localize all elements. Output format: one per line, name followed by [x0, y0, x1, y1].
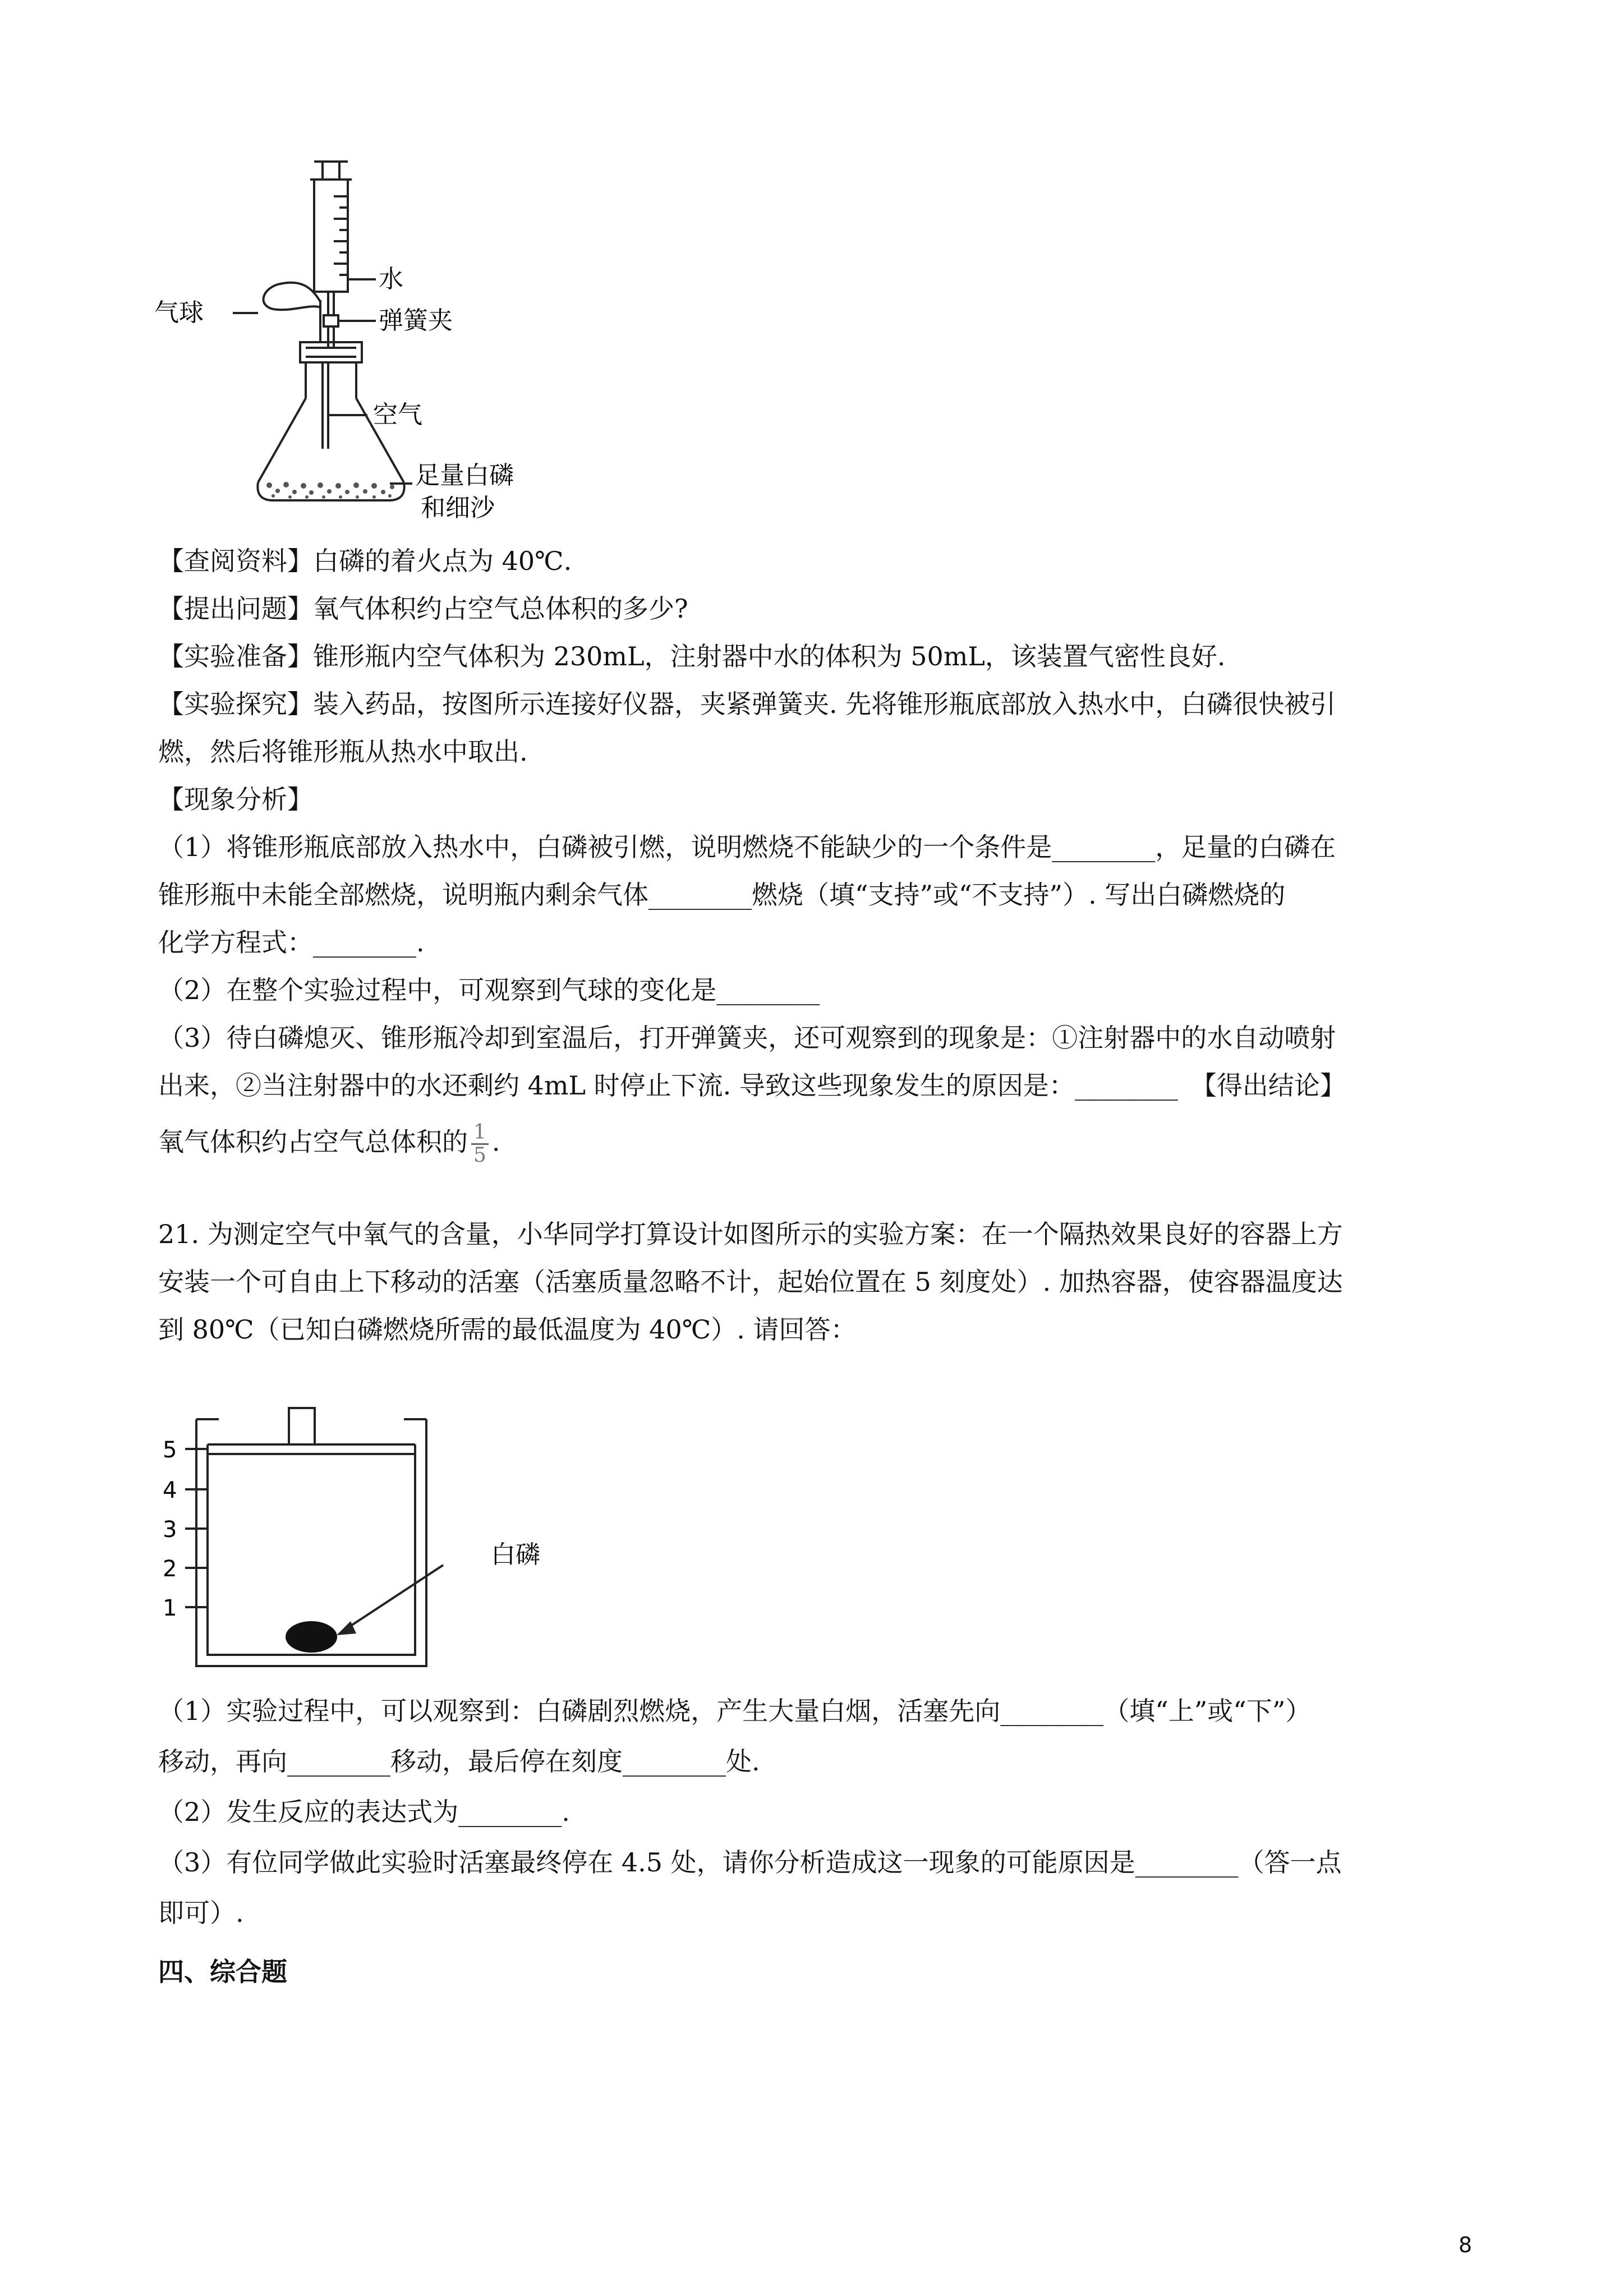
- scale-2: 2: [163, 1556, 177, 1582]
- fraction-one-fifth: [471, 1122, 489, 1166]
- text-line-9: 化学方程式：________.: [158, 927, 425, 958]
- scale-5: 5: [163, 1437, 177, 1463]
- text-line-13: [158, 1122, 500, 1166]
- text-line-4: 【实验探究】装入药品，按图所示连接好仪器，夹紧弹簧夹. 先将锥形瓶底部放入热水中，白磷很快被引: [158, 689, 1336, 719]
- text-line-8: 锥形瓶中未能全部燃烧，说明瓶内剩余气体________燃烧（填“支持”或“不支持”）. 写出白磷燃烧的: [158, 880, 1286, 910]
- apparatus-figure-1: [143, 157, 558, 539]
- label-balloon: 气球: [154, 298, 204, 327]
- fraction-denominator: 5: [473, 1144, 486, 1167]
- answer-line-4: （3）有位同学做此实验时活塞最终停在 4.5 处，请你分析造成这一现象的可能原因是________（答一点: [158, 1847, 1342, 1878]
- text-line-3: 【实验准备】锥形瓶内空气体积为 230mL，注射器中水的体积为 50mL，该装置气密性良好.: [158, 641, 1226, 671]
- label-phosphorus-line2: 和细沙: [421, 494, 495, 522]
- label-water: 水: [379, 265, 403, 293]
- question-21-line-2: 安装一个可自由上下移动的活塞（活塞质量忽略不计，起始位置在 5 刻度处）. 加热容器，使容器温度达: [158, 1267, 1343, 1297]
- question-21-line-3: 到 80℃（已知白磷燃烧所需的最低温度为 40℃）. 请回答：: [158, 1314, 857, 1345]
- container-figure-2: [151, 1402, 611, 1677]
- text-line-2: 【提出问题】氧气体积约占空气总体积的多少?: [158, 593, 688, 624]
- question-21-line-1: 21. 为测定空气中氧气的含量，小华同学打算设计如图所示的实验方案：在一个隔热效果良好的容器上方: [158, 1219, 1343, 1249]
- conclusion-text: 氧气体积约占空气总体积的: [158, 1126, 468, 1157]
- label-white-phosphorus: 白磷: [491, 1540, 540, 1569]
- text-line-10: （2）在整个实验过程中，可观察到气球的变化是________: [158, 975, 820, 1005]
- fraction-numerator: 1: [471, 1122, 489, 1145]
- text-line-6: 【现象分析】: [158, 784, 313, 815]
- text-line-5: 燃，然后将锥形瓶从热水中取出.: [158, 737, 528, 767]
- text-line-11: （3）待白磷熄灭、锥形瓶冷却到室温后，打开弹簧夹，还可观察到的现象是：①注射器中的水自动喷射: [158, 1023, 1336, 1053]
- label-air: 空气: [373, 401, 422, 429]
- scale-3: 3: [163, 1517, 177, 1543]
- answer-line-2: 移动，再向________移动，最后停在刻度________处.: [158, 1746, 760, 1777]
- scale-1: 1: [163, 1595, 177, 1621]
- answer-line-1: （1）实验过程中，可以观察到：白磷剧烈燃烧，产生大量白烟，活塞先向________（填“上”或“下”）: [158, 1696, 1312, 1726]
- section-heading: 四、综合题: [158, 1957, 287, 1987]
- scale-4: 4: [163, 1478, 177, 1503]
- white-phosphorus-lump: [286, 1621, 337, 1653]
- answer-line-3: （2）发生反应的表达式为________.: [158, 1797, 570, 1827]
- label-phosphorus-line1: 足量白磷: [415, 461, 514, 490]
- conclusion-end: .: [491, 1126, 500, 1157]
- label-spring-clip: 弹簧夹: [379, 306, 453, 335]
- text-line-1: 【查阅资料】白磷的着火点为 40℃.: [158, 546, 572, 576]
- text-line-12: 出来，②当注射器中的水还剩约 4mL 时停止下流. 导致这些现象发生的原因是：________ 【得出结论】: [158, 1070, 1346, 1101]
- page-number: 8: [1459, 2233, 1473, 2257]
- text-line-7: （1）将锥形瓶底部放入热水中，白磷被引燃，说明燃烧不能缺少的一个条件是________，足量的白磷在: [158, 832, 1336, 862]
- phosphorus-sand: [266, 482, 394, 499]
- answer-line-5: 即可）.: [158, 1898, 244, 1928]
